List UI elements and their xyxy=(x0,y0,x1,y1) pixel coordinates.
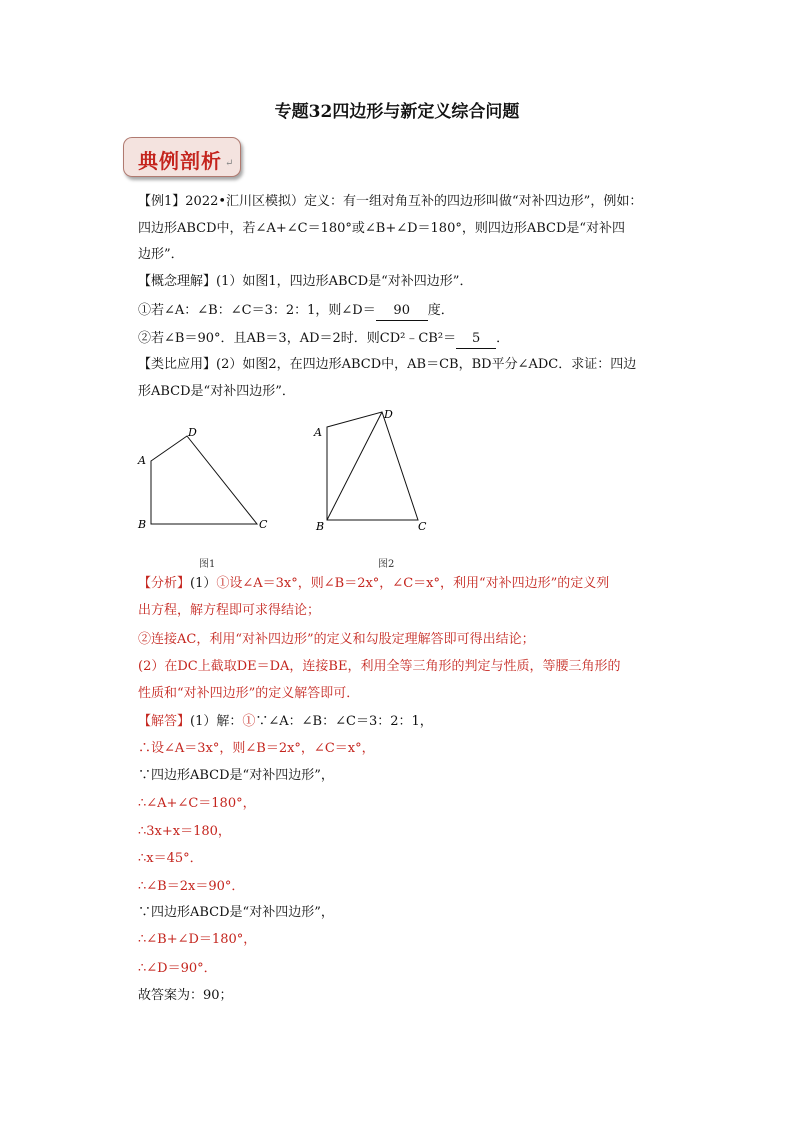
text-segment: ∴∠D＝90°． xyxy=(138,961,217,976)
text-segment: 四边形ABCD中，若∠A+∠C＝180°或∠B+∠D＝180°，则四边形ABCD是“对补四 xyxy=(138,221,626,236)
text-segment: ． xyxy=(496,331,510,346)
answer-blank: 5 xyxy=(456,330,496,349)
text-line xyxy=(138,931,256,949)
text-line xyxy=(138,302,454,321)
figure-1 xyxy=(130,420,280,540)
text-segment: ① xyxy=(216,576,230,591)
figure-1-label-c: C xyxy=(259,518,268,531)
figure-2-label-a: A xyxy=(314,426,322,439)
answer-blank: 90 xyxy=(376,302,428,321)
text-segment: 连接AC，利用“对补四边形”的定义和勾股定理解答即可得出结论； xyxy=(151,632,535,647)
text-line xyxy=(138,987,233,1005)
text-segment: ① xyxy=(242,714,256,729)
text-line xyxy=(138,904,334,922)
text-segment: 出方程，解方程即可求得结论； xyxy=(138,603,321,618)
figure-1-label-d: D xyxy=(188,426,197,439)
text-line xyxy=(138,575,609,593)
text-segment: ∴设∠A＝3x°，则∠B＝2x°，∠C＝x°， xyxy=(138,741,375,756)
section-tab-label: 典例剖析 xyxy=(138,149,222,173)
text-segment: 边形”． xyxy=(138,247,184,262)
text-segment: 度． xyxy=(427,303,454,318)
text-line xyxy=(138,220,625,238)
text-segment: ∴∠B＝2x＝90°． xyxy=(138,879,245,894)
text-segment: 【分析】 xyxy=(138,576,191,591)
text-line xyxy=(138,878,244,896)
text-line xyxy=(138,383,295,401)
text-segment: ∵∠A：∠B：∠C＝3：2：1， xyxy=(255,714,433,729)
text-segment: 【类比应用】(2）如图2，在四边形ABCD中，AB＝CB，BD平分∠ADC．求证：四边 xyxy=(138,357,637,372)
text-line xyxy=(138,850,203,868)
figure-2-quadrilateral xyxy=(327,412,418,520)
text-segment: 【解答】 xyxy=(138,714,191,729)
figure-1-quadrilateral xyxy=(151,436,257,524)
text-segment: 性质和“对补四边形”的定义解答即可． xyxy=(138,686,360,701)
text-line xyxy=(138,740,375,758)
figure-1-label-a: A xyxy=(138,454,146,467)
text-segment: ①若∠A：∠B：∠C＝3：2：1，则∠D＝ xyxy=(138,303,376,318)
text-line xyxy=(138,273,472,291)
text-segment: 设∠A＝3x°，则∠B＝2x°，∠C＝x°，利用“对补四边形”的定义列 xyxy=(229,576,610,591)
text-segment: ∵四边形ABCD是“对补四边形”， xyxy=(138,905,334,920)
text-segment: ∴3x+x＝180， xyxy=(138,824,231,839)
text-segment: ② xyxy=(138,632,152,647)
text-line xyxy=(138,713,433,731)
figure-1-label-b: B xyxy=(138,518,147,531)
figure-2-caption: 图2 xyxy=(378,559,395,570)
page-title: 专题32四边形与新定义综合问题 xyxy=(274,102,520,122)
text-line xyxy=(138,631,535,649)
figure-2-label-b: B xyxy=(316,520,325,533)
text-segment: ∴x＝45°． xyxy=(138,851,203,866)
text-segment: ∵四边形ABCD是“对补四边形”， xyxy=(138,768,334,783)
text-segment: ∴∠A+∠C＝180°， xyxy=(138,796,256,811)
figure-2-label-d: D xyxy=(384,408,393,421)
text-line xyxy=(138,685,359,703)
text-segment: (2）在DC上截取DE＝DA，连接BE，利用全等三角形的判定与性质，等腰三角形的 xyxy=(138,659,621,674)
text-segment: ∴∠B+∠D＝180°， xyxy=(138,932,257,947)
text-segment: (1） xyxy=(190,576,217,591)
text-line xyxy=(138,823,231,841)
text-line xyxy=(138,795,256,813)
text-segment: 形ABCD是“对补四边形”． xyxy=(138,384,295,399)
figure-2-label-c: C xyxy=(418,520,427,533)
figure-2-diagonal-bd xyxy=(327,412,382,520)
text-segment: 【概念理解】(1）如图1，四边形ABCD是“对补四边形”． xyxy=(138,274,473,289)
text-line xyxy=(138,658,620,676)
text-segment: ②若∠B＝90°．且AB＝3，AD＝2时．则CD²﹣CB²＝ xyxy=(138,331,457,346)
text-segment: 故答案为：90； xyxy=(138,988,233,1003)
figure-1-caption: 图1 xyxy=(199,559,216,570)
text-line xyxy=(138,330,509,349)
text-segment: 【例1】2022•汇川区模拟）定义：有一组对角互补的四边形叫做“对补四边形”，例如： xyxy=(138,194,643,209)
paragraph-mark-icon: ↵ xyxy=(225,158,234,169)
text-line xyxy=(138,602,320,620)
text-line xyxy=(138,767,334,785)
text-line xyxy=(138,960,217,978)
section-tab xyxy=(123,137,241,177)
text-segment: (1）解： xyxy=(190,714,243,729)
text-line xyxy=(138,356,636,374)
figure-2 xyxy=(310,400,440,540)
text-line xyxy=(138,246,184,264)
text-line xyxy=(138,193,642,211)
